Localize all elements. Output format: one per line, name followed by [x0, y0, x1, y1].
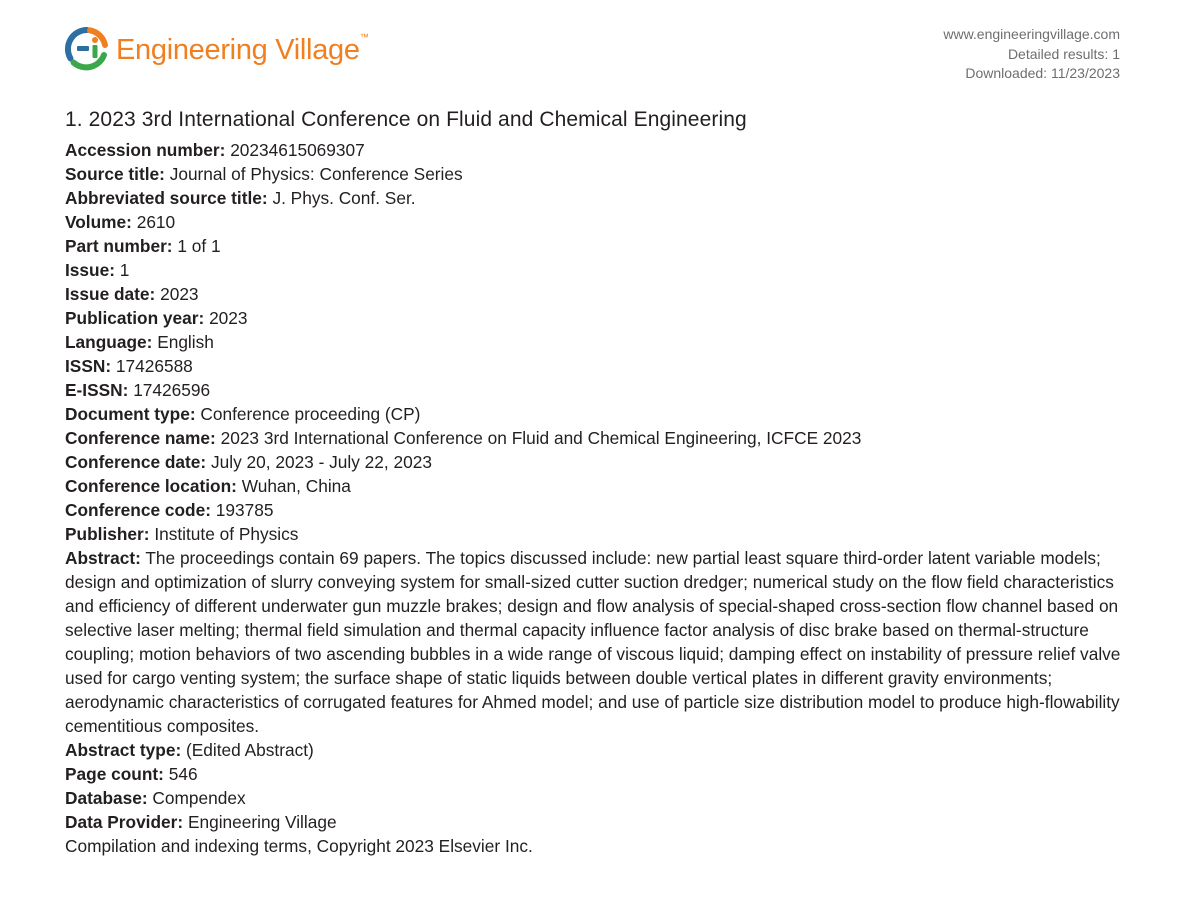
field-label: Page count:	[65, 764, 164, 784]
field-publisher	[65, 522, 1125, 546]
logo-text: Engineering Village	[116, 33, 360, 66]
field-value: 17426596	[133, 380, 211, 400]
field-value: 2023	[209, 308, 248, 328]
field-source-title	[65, 162, 1125, 186]
field-label: Abstract:	[65, 548, 141, 568]
field-label: Conference name:	[65, 428, 216, 448]
field-value: 2023 3rd International Conference on Fluid and Chemical Engineering, ICFCE 2023	[220, 428, 862, 448]
field-conference-location	[65, 474, 1125, 498]
logo-trademark: ™	[359, 31, 369, 42]
field-conference-date	[65, 450, 1125, 474]
field-label: Database:	[65, 788, 148, 808]
logo-wordmark	[116, 31, 369, 67]
engineering-village-logo-icon	[64, 26, 110, 72]
field-label: Issue:	[65, 260, 115, 280]
website-url: www.engineeringvillage.com	[943, 26, 1120, 42]
field-issue-date	[65, 282, 1125, 306]
field-label: Publication year:	[65, 308, 205, 328]
field-document-type	[65, 402, 1125, 426]
field-issue	[65, 258, 1125, 282]
field-label: Conference location:	[65, 476, 237, 496]
field-abbreviated-source-title	[65, 186, 1125, 210]
field-accession-number	[65, 138, 1125, 162]
detailed-results-count: Detailed results: 1	[1007, 45, 1120, 62]
field-value: 17426588	[115, 356, 193, 376]
field-conference-name	[65, 426, 1125, 450]
field-label: Abbreviated source title:	[65, 188, 268, 208]
field-e-issn	[65, 378, 1125, 402]
field-value: 546	[168, 764, 198, 784]
field-part-number	[65, 234, 1125, 258]
field-value: Journal of Physics: Conference Series	[169, 164, 463, 184]
record-fields	[65, 138, 1125, 858]
field-label: ISSN:	[65, 356, 112, 376]
field-page-count	[65, 762, 1125, 786]
field-publication-year	[65, 306, 1125, 330]
download-date: Downloaded: 11/23/2023	[965, 65, 1120, 81]
field-label: Publisher:	[65, 524, 150, 544]
field-label: Part number:	[65, 236, 173, 256]
field-label: Source title:	[65, 164, 165, 184]
field-value: Wuhan, China	[241, 476, 351, 496]
field-value: Engineering Village	[187, 812, 337, 832]
field-value: The proceedings contain 69 papers. The topics discussed include: new partial least square third-order latent variable models; design and optimization of slurry conveying system for small-sized cutter suction dredger; numerical study on the flow field characteristics and efficiency of different underwater gun muzzle brakes; design and flow analysis of special-shaped cross-section flow channel based on selective laser melting; thermal field simulation and thermal capacity influence factor analysis of disc brake based on thermal-structure coupling; motion behaviors of two ascending bubbles in a wide range of viscous liquid; damping effect on instability of pressure relief valve used for cargo venting system; the surface shape of static liquids between double vertical plates in different gravity environments; aerodynamic characteristics of corrugated features for Ahmed model; and use of particle size distribution model to produce high-flowability cementitious composites.	[65, 548, 1121, 736]
field-language	[65, 330, 1125, 354]
field-issn	[65, 354, 1125, 378]
field-value: 20234615069307	[230, 140, 365, 160]
field-value: 2610	[136, 212, 176, 232]
field-value: Conference proceeding (CP)	[200, 404, 421, 424]
field-label: Language:	[65, 332, 153, 352]
field-label: Abstract type:	[65, 740, 182, 760]
field-label: Conference date:	[65, 452, 207, 472]
field-volume	[65, 210, 1125, 234]
field-value: English	[157, 332, 214, 352]
engineering-village-logo	[64, 26, 368, 72]
field-label: Accession number:	[65, 140, 226, 160]
field-value: Compendex	[152, 788, 246, 808]
field-value: Institute of Physics	[154, 524, 299, 544]
field-value: (Edited Abstract)	[186, 740, 314, 760]
field-label: E-ISSN:	[65, 380, 129, 400]
copyright-notice: Compilation and indexing terms, Copyright 2023 Elsevier Inc.	[65, 836, 533, 856]
field-label: Document type:	[65, 404, 196, 424]
field-label: Issue date:	[65, 284, 156, 304]
field-label: Conference code:	[65, 500, 211, 520]
field-data-provider	[65, 810, 1125, 834]
field-label: Volume:	[65, 212, 132, 232]
field-conference-code	[65, 498, 1125, 522]
field-label: Data Provider:	[65, 812, 184, 832]
field-value: 1	[119, 260, 130, 280]
field-value: July 20, 2023 - July 22, 2023	[210, 452, 432, 472]
field-database	[65, 786, 1125, 810]
field-value: 2023	[160, 284, 199, 304]
record-title: 1. 2023 3rd International Conference on Fluid and Chemical Engineering	[65, 108, 747, 131]
field-abstract-type	[65, 738, 1125, 762]
field-value: 1 of 1	[177, 236, 221, 256]
record	[65, 108, 1125, 858]
field-value: 193785	[215, 500, 274, 520]
header-meta	[943, 25, 1120, 84]
field-abstract	[65, 546, 1125, 738]
field-value: J. Phys. Conf. Ser.	[272, 188, 416, 208]
